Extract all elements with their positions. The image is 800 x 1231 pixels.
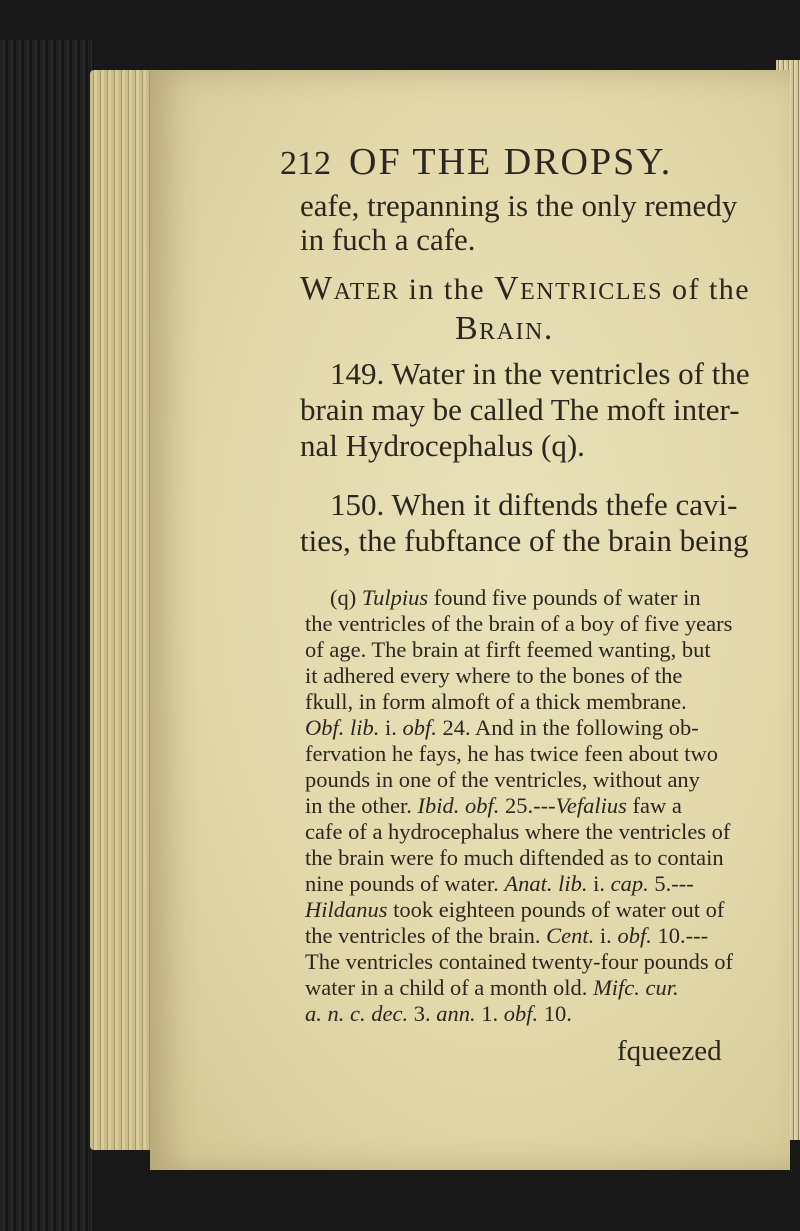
heading-word: of the (671, 273, 751, 306)
footnote-line: Obf. lib. i. obf. 24. And in the following ob- (305, 715, 699, 740)
footnote-line: it adhered every where to the bones of the (305, 663, 683, 688)
paragraph-149-line: nal Hydrocephalus (q). (300, 428, 585, 463)
footnote-line: nine pounds of water. Anat. lib. i. cap. 5.--- (305, 871, 694, 896)
text-line: in fuch a cafe. (300, 222, 476, 257)
footnote-line: the ventricles of the brain of a boy of five years (305, 611, 733, 636)
heading-word: in the (408, 273, 486, 306)
footnote-line: of age. The brain at firft feemed wanting, but (305, 637, 711, 662)
footnote-line: the ventricles of the brain. Cent. i. obf. 10.--- (305, 923, 709, 948)
book-cover-edge (0, 40, 92, 1231)
page-number: 212 (280, 145, 331, 182)
header-title: OF THE DROPSY. (349, 141, 673, 183)
footnote-line: water in a child of a month old. Mifc. cur. (305, 975, 679, 1000)
footnote-line: The ventricles contained twenty-four pounds of (305, 949, 733, 974)
footnote-line: the brain were fo much diftended as to contain (305, 845, 724, 870)
section-heading-line2 (455, 310, 554, 348)
paragraph-149-line: brain may be called The moft inter- (300, 392, 740, 427)
catchword: fqueezed (617, 1035, 722, 1067)
footnote-line: pounds in one of the ventricles, without any (305, 767, 700, 792)
footnote-line: in the other. Ibid. obf. 25.---Vefalius faw a (305, 793, 682, 818)
text-line: eafe, trepanning is the only remedy (300, 188, 738, 223)
footnote-line: a. n. c. dec. 3. ann. 1. obf. 10. (305, 1001, 572, 1026)
footnote-line: (q) Tulpius found five pounds of water in (330, 585, 701, 610)
section-heading (300, 270, 750, 308)
footnote-line: fkull, in form almoft of a thick membrane. (305, 689, 687, 714)
heading-word: Brain. (455, 310, 554, 347)
heading-word: Water (300, 270, 400, 307)
paragraph-150-line: 150. When it diftends thefe cavi- (330, 487, 738, 522)
footnote-line: cafe of a hydrocephalus where the ventricles of (305, 819, 731, 844)
paragraph-150-line: ties, the fubftance of the brain being (300, 523, 749, 558)
footnote-line: Hildanus took eighteen pounds of water out of (305, 897, 725, 922)
paragraph-149-line: 149. Water in the ventricles of the (330, 356, 750, 391)
running-header (280, 140, 672, 184)
heading-word: Ventricles (494, 270, 663, 307)
footnote-line: fervation he fays, he has twice feen about two (305, 741, 718, 766)
